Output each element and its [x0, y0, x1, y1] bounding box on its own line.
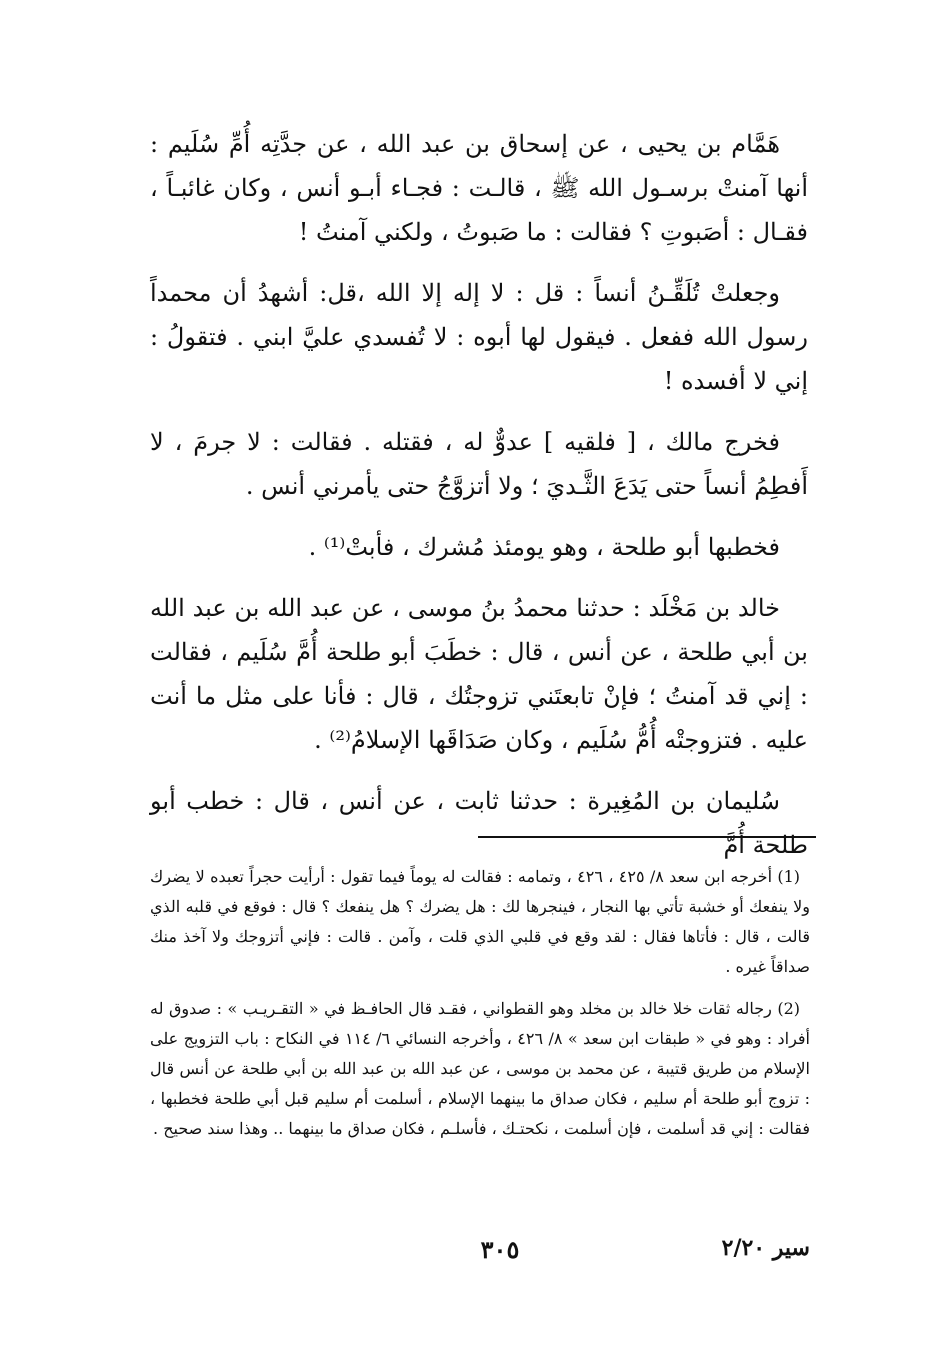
paragraph-6: سُليمان بن المُغِيرة : حدثنا ثابت ، عن أنس ، قال : خطب أبو طلحة أُمَّ — [150, 787, 808, 859]
main-text — [150, 122, 808, 884]
paragraph-1: هَمَّام بن يحيى ، عن إسحاق بن عبد الله ، عن جدَّتِه أُمِّ سُلَيم : أنها آمنتْ برسـول الله ﷺ ، قالـت : فجـاء أبـو أنس ، وكان غائبـاً ، فقـال : أصَبوتِ ؟ فقالت : ما صَبوتُ ، ولكني آمنتُ ! — [150, 130, 808, 246]
signature-mark: سير ٢/٢٠ — [721, 1235, 810, 1261]
paragraph-3: فخرج مالك ، [ فلقيه ] عدوٌّ له ، فقتله . فقالت : لا جرمَ ، لا أَفطِمُ أنساً حتى يَدَعَ الثَّـديَ ؛ ولا أتزوَّجُ حتى يأمرني أنس . — [150, 428, 808, 500]
paragraph-2: وجعلتْ تُلَقِّـنُ أنساً : قل : لا إله إلا الله ،قل: أشهدُ أن محمداً رسول الله ففعل . فيقول لها أبوه : لا تُفسدي عليَّ ابني . فتقولُ : إني لا أفسده ! — [150, 279, 808, 395]
footnotes — [150, 862, 810, 1156]
paragraph-5: خالد بن مَخْلَد : حدثنا محمدُ بنُ موسى ، عن عبد الله بن عبد الله بن أبي طلحة ، عن أنس ، قال : خطَبَ أبو طلحة أُمَّ سُلَيم ، فقالت : إني قد آمنتُ ؛ فإنْ تابعتَني تزوجتُك ، قال : فأنا على مثل ما أنت عليه . فتزوجتْه أُمُّ سُلَيم ، وكان صَدَاقَها الإسلامُ⁽²⁾ . — [150, 594, 808, 754]
footnote-1: (1) أخرجه ابن سعد ٨/ ٤٢٥ ، ٤٢٦ ، وتمامه : فقالت له يوماً فيما تقول : أرأيت حجراً تعبده لا يضرك ولا ينفعك أو خشبة تأتي بها النجار ، فينجرها لك : هل يضرك ؟ هل ينفعك ؟ قال : فوقع في قلبه الذي قالت ، قال : فأتاها فقال : لقد وقع في قلبي الذي قلت ، وآمن . قالت : فإني أتزوجك ولا آخذ منك صداقاً غيره . — [150, 867, 811, 976]
page-number: ٣٠٥ — [480, 1235, 520, 1264]
footnote-2: (2) رجاله ثقات خلا خالد بن مخلد وهو القطواني ، فقـد قال الحافـظ في « التقـريـب » : صدوق له أفراد : وهو في « طبقات ابن سعد » ٨/ ٤٢٦ ، وأخرجه النسائي ٦/ ١١٤ في النكاح : باب التزويج على الإسلام من طريق قتيبة ، عن محمد بن موسى ، عن عبد الله بن عبد الله بن أبي طلحة عن أنس قال : تزوج أبو طلحة أم سليم ، فكان صداق ما بينهما الإسلام ، أسلمت أم سليم قبل أبي طلحة فخطبها ، فقالت : إني قد أسلمت ، فإن أسلمت ، نكحتـك ، فأسلـم ، فكان صداق ما بينهما .. وهذا سند صحيح . — [150, 999, 810, 1138]
footnote-separator — [478, 836, 816, 838]
paragraph-4: فخطبها أبو طلحة ، وهو يومئذ مُشرك ، فأبتْ⁽¹⁾ . — [308, 533, 780, 561]
page-footer — [130, 1235, 810, 1271]
